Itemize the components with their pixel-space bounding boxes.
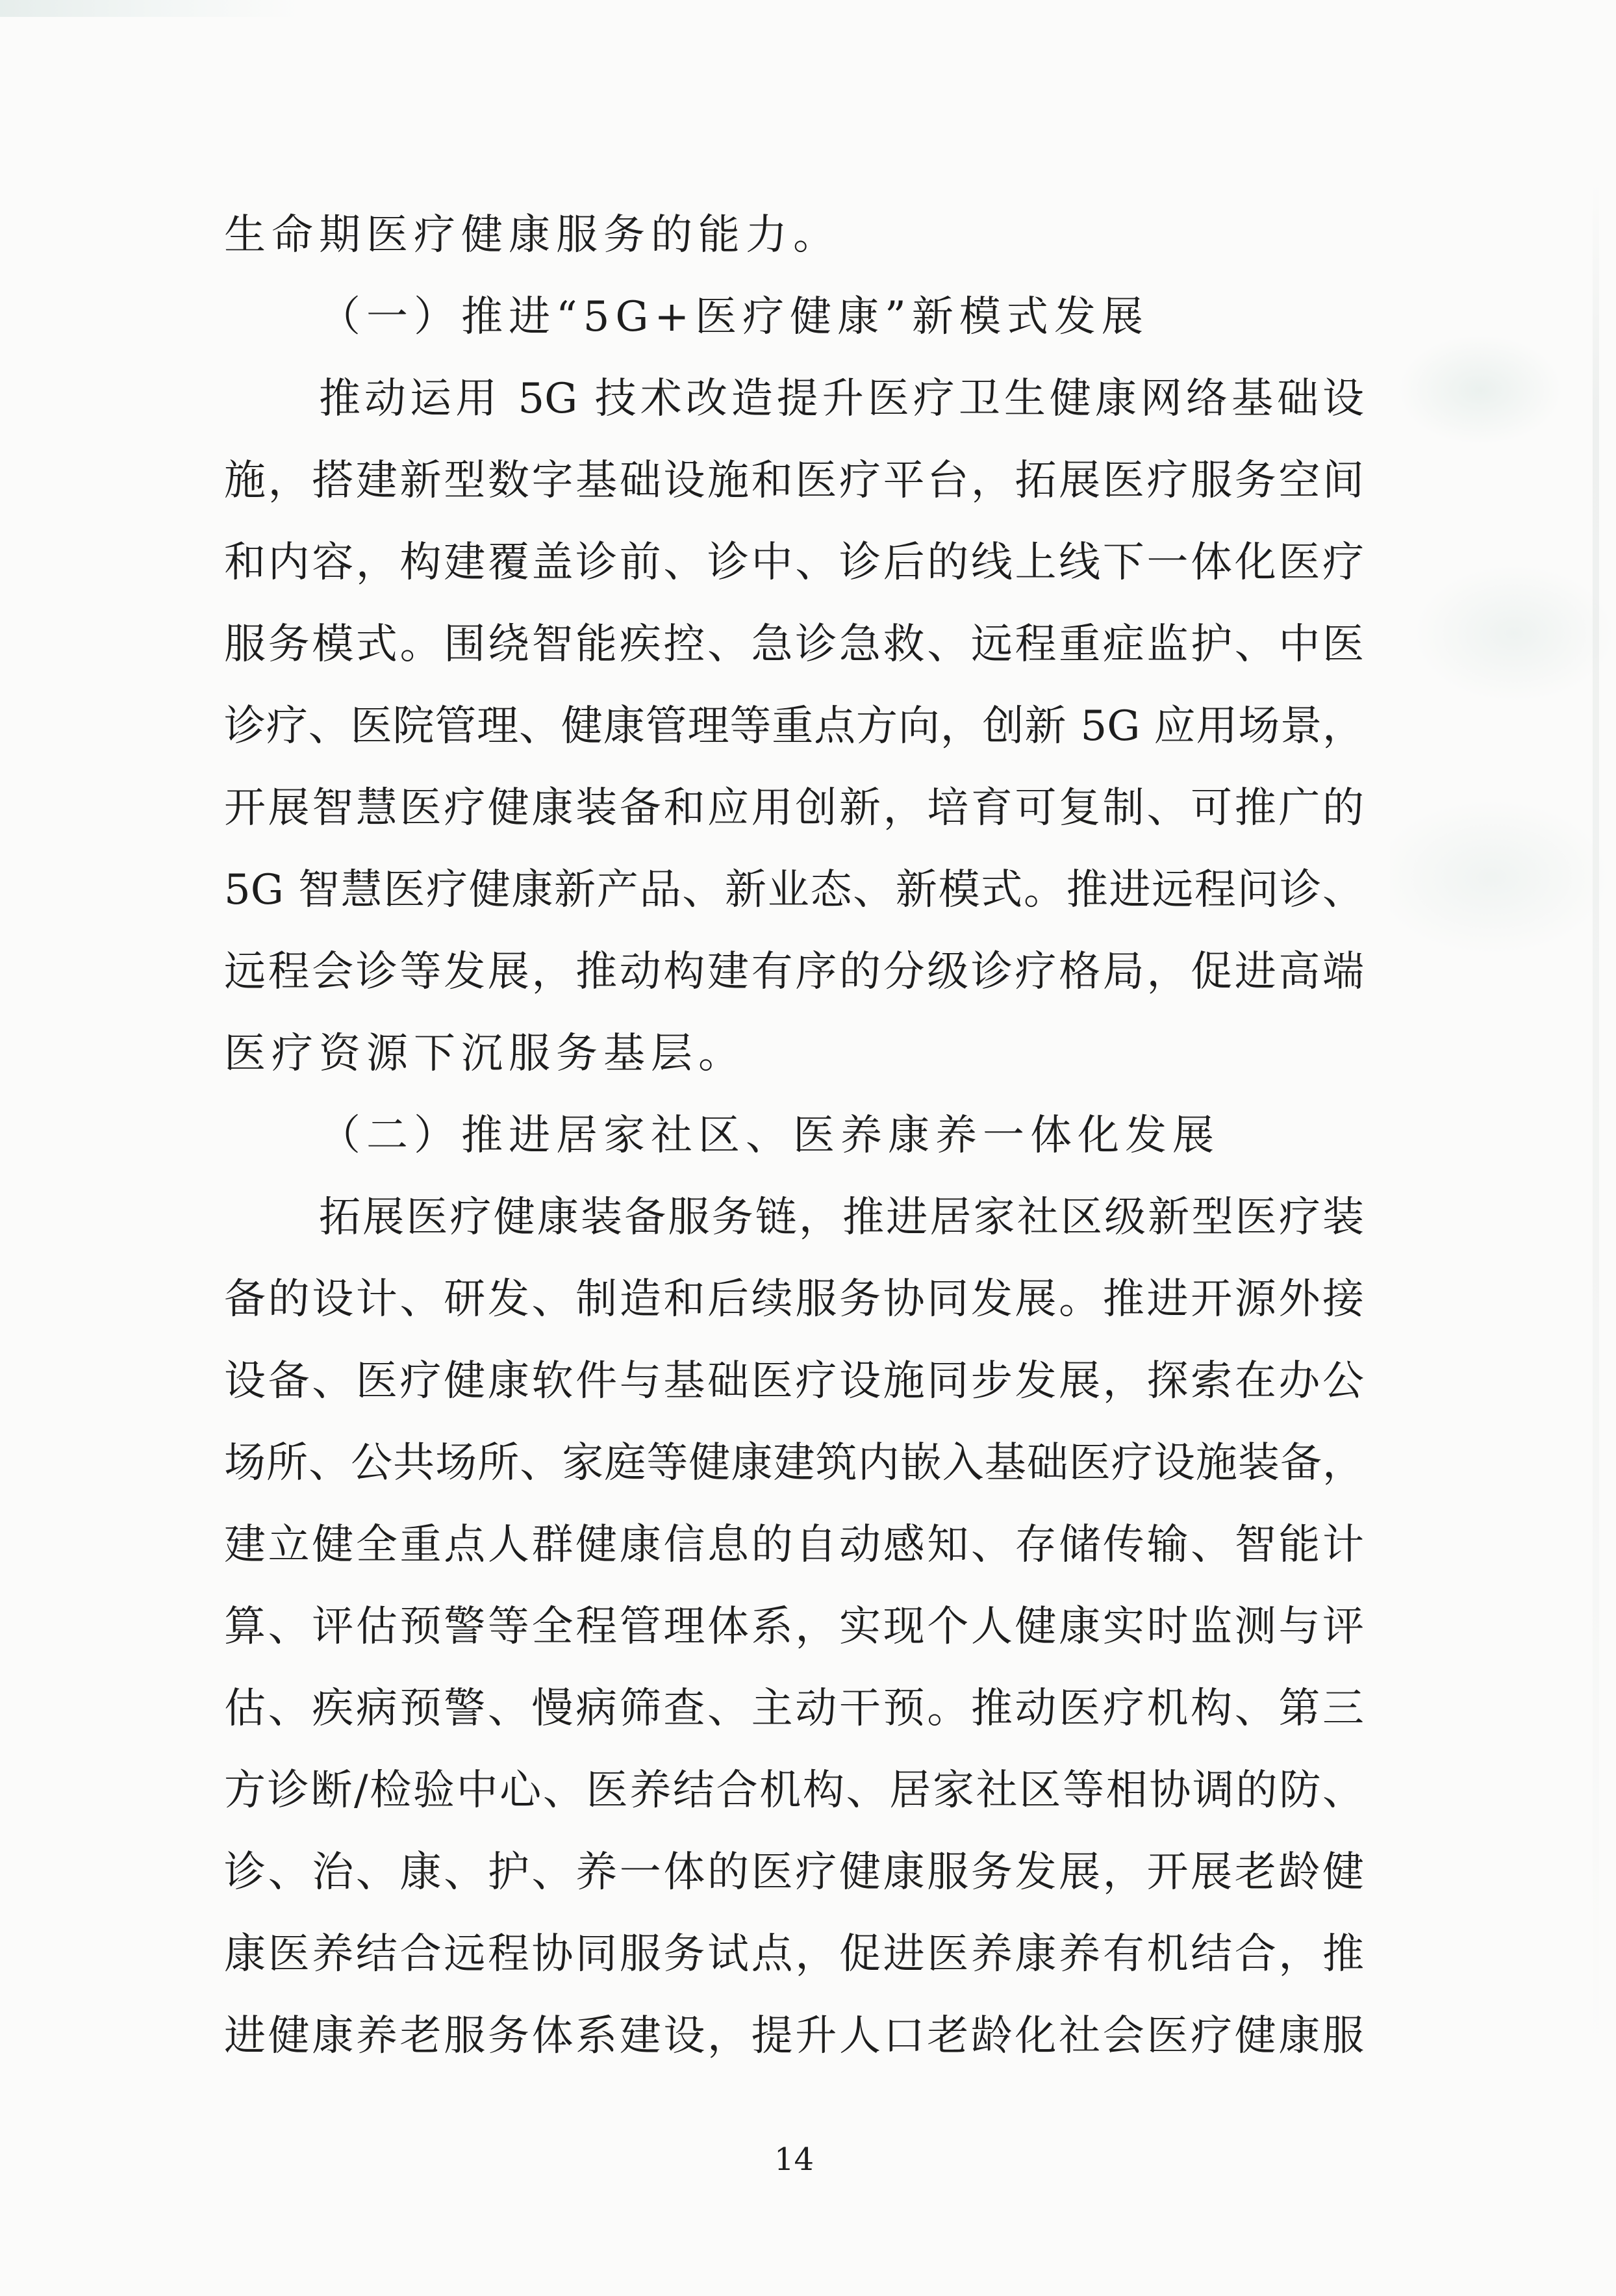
text-line: （二）推进居家社区、医养康养一体化发展 — [319, 1112, 1220, 1160]
text-line: 5G 智慧医疗健康新产品、新业态、新模式。推进远程问诊、 — [224, 866, 1364, 914]
text-line: 远程会诊等发展，推动构建有序的分级诊疗格局，促进高端 — [224, 948, 1364, 996]
text-line: 康医养结合远程协同服务试点，促进医养康养有机结合，推 — [224, 1930, 1364, 1978]
scan-artifact-right-blotch — [1390, 97, 1616, 1072]
text-line: 建立健全重点人群健康信息的自动感知、存储传输、智能计 — [224, 1521, 1364, 1569]
scan-artifact-top-left — [0, 0, 299, 17]
text-line: 估、疾病预警、慢病筛查、主动干预。推动医疗机构、第三 — [224, 1685, 1364, 1733]
text-line: 推动运用 5G 技术改造提升医疗卫生健康网络基础设 — [319, 375, 1364, 423]
text-line: 医疗资源下沉服务基层。 — [224, 1030, 746, 1078]
scan-artifact-vertical-streak — [1593, 182, 1599, 2066]
text-line: 施，搭建新型数字基础设施和医疗平台，拓展医疗服务空间 — [224, 457, 1364, 505]
text-line: 服务模式。围绕智能疾控、急诊急救、远程重症监护、中医 — [224, 620, 1364, 669]
text-line: 设备、医疗健康软件与基础医疗设施同步发展，探索在办公 — [224, 1357, 1364, 1405]
text-line: 诊、治、康、护、养一体的医疗健康服务发展，开展老龄健 — [224, 1848, 1364, 1896]
text-line: 方诊断/检验中心、医养结合机构、居家社区等相协调的防、 — [224, 1767, 1364, 1815]
text-line: （一）推进“5G+医疗健康”新模式发展 — [319, 293, 1149, 341]
text-line: 进健康养老服务体系建设，提升人口老龄化社会医疗健康服 — [224, 2012, 1364, 2060]
text-line: 生命期医疗健康服务的能力。 — [224, 211, 840, 259]
text-line: 场所、公共场所、家庭等健康建筑内嵌入基础医疗设施装备， — [224, 1439, 1364, 1487]
text-line: 开展智慧医疗健康装备和应用创新，培育可复制、可推广的 — [224, 784, 1364, 832]
text-line: 算、评估预警等全程管理体系，实现个人健康实时监测与评 — [224, 1603, 1364, 1651]
text-line: 诊疗、医院管理、健康管理等重点方向，创新 5G 应用场景， — [224, 702, 1364, 750]
text-line: 拓展医疗健康装备服务链，推进居家社区级新型医疗装 — [319, 1193, 1364, 1242]
text-line: 和内容，构建覆盖诊前、诊中、诊后的线上线下一体化医疗 — [224, 539, 1364, 587]
document-text-block — [224, 194, 1364, 2077]
page-number: 14 — [774, 2141, 814, 2178]
text-line: 备的设计、研发、制造和后续服务协同发展。推进开源外接 — [224, 1275, 1364, 1323]
